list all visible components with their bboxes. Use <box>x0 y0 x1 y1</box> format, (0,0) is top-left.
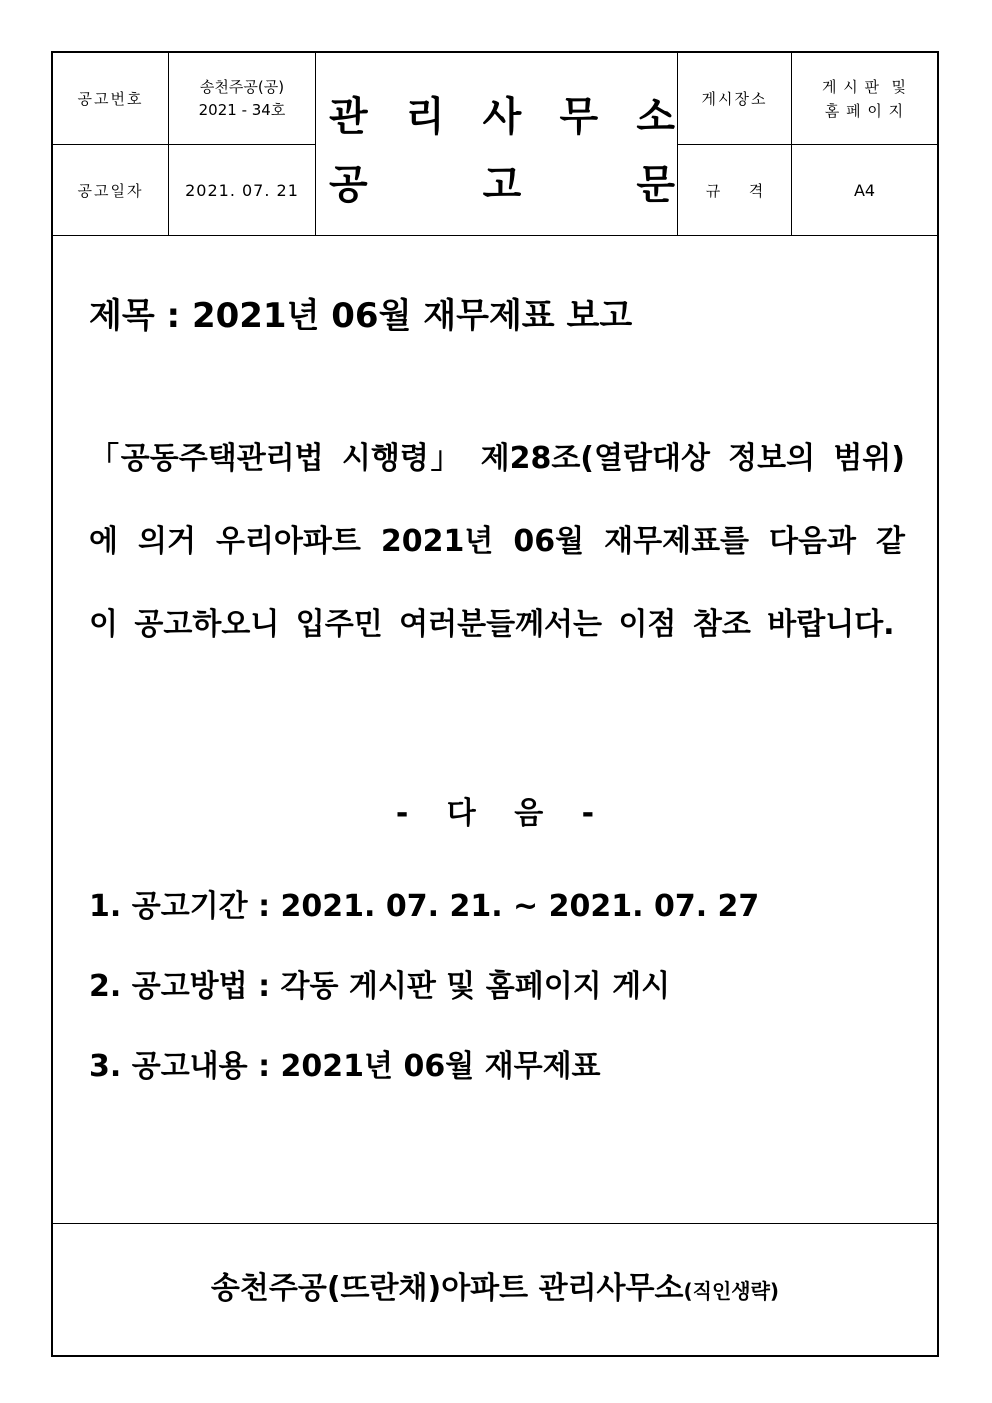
office-title <box>329 85 675 142</box>
document-body: 「공동주택관리법 시행령」 제28조(열람대상 정보의 범위)에 의거 우리아파트 2021년 06월 재무제표를 다음과 같이 공고하오니 입주민 여러분들께서는 이점 참조 바랍니다. <box>89 441 905 642</box>
post-place-line1: 게 시 판 및 <box>821 77 908 96</box>
post-place-line2: 홈 페 이 지 <box>824 101 905 120</box>
notice-number-value <box>169 53 315 144</box>
seal-note: (직인생략) <box>683 1279 780 1303</box>
post-place-value <box>792 53 937 144</box>
issuer-name: 송천주공(뜨란채)아파트 관리사무소 <box>210 1271 684 1306</box>
post-place-label: 게시장소 <box>701 90 768 108</box>
notice-document <box>52 52 938 1356</box>
notice-title <box>329 153 675 210</box>
notice-number-line1: 송천주공(공) <box>199 77 285 96</box>
office-title-char: 사 <box>482 94 522 140</box>
notice-number-label: 공고번호 <box>77 90 144 108</box>
notice-title-char: 공 <box>329 162 368 208</box>
notice-title-char: 고 <box>482 162 522 208</box>
notice-number-line2: 2021 - 34호 <box>198 100 286 119</box>
office-title-char: 리 <box>405 94 445 140</box>
next-heading: - 다 음 - <box>395 796 595 831</box>
office-title-char: 무 <box>559 94 599 140</box>
document-subject: 제목 : 2021년 06월 재무제표 보고 <box>89 296 633 336</box>
notice-header-table <box>53 53 937 236</box>
notice-date-label: 공고일자 <box>77 181 144 200</box>
spec-value: A4 <box>853 180 876 200</box>
spec-label: 규 격 <box>705 181 764 200</box>
office-title-char: 소 <box>636 94 675 140</box>
list-item: 2. 공고방법 : 각동 게시판 및 홈페이지 게시 <box>89 969 671 1004</box>
notice-title-char: 문 <box>636 162 675 208</box>
office-title-char: 관 <box>329 94 368 140</box>
notice-date-value: 2021. 07. 21 <box>185 180 299 200</box>
list-item: 3. 공고내용 : 2021년 06월 재무제표 <box>89 1049 601 1084</box>
issuer-footer <box>53 1263 937 1307</box>
list-item: 1. 공고기간 : 2021. 07. 21. ~ 2021. 07. 27 <box>89 889 760 924</box>
footer-divider <box>53 1223 937 1224</box>
